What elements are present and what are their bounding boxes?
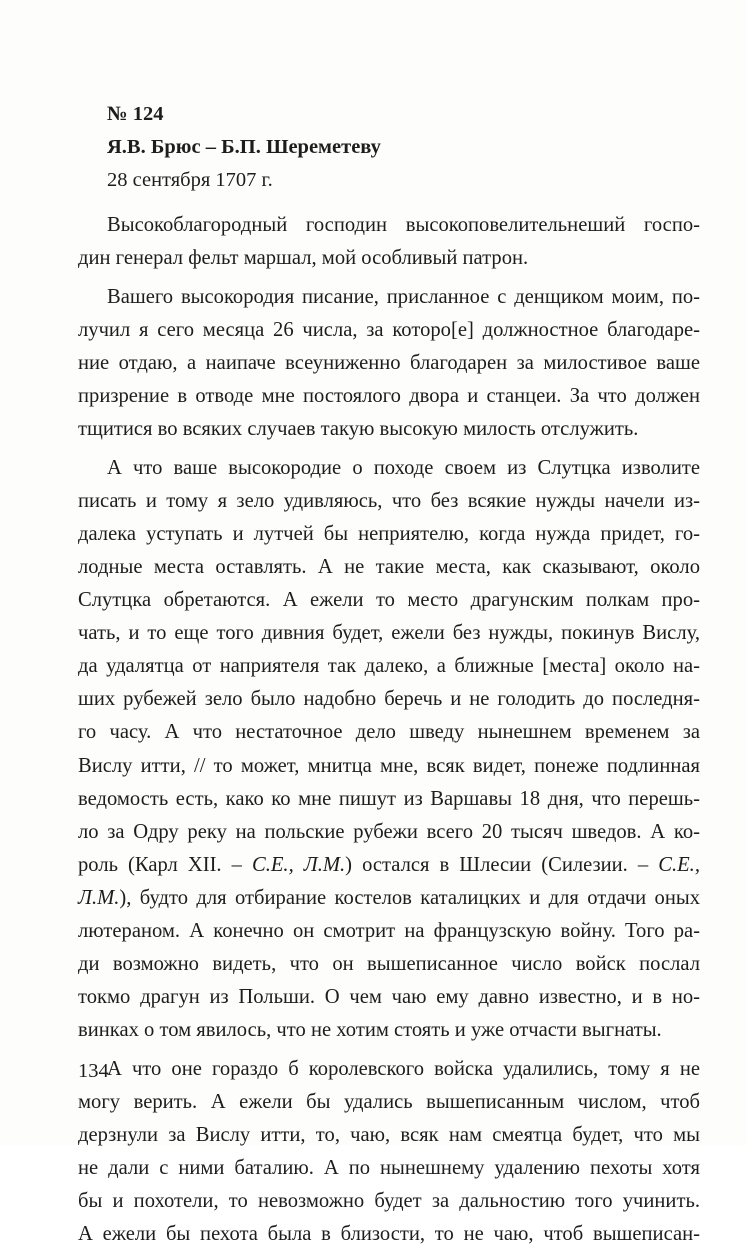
text-line: лучил я сего месяца 26 числа, за которо[е] должностное благодаре- — [78, 318, 700, 341]
paragraph — [78, 209, 700, 275]
text-line: лодные места оставлять. А не такие места, как сказывают, около — [78, 555, 700, 578]
text-line: Вислу итти, // то может, мнитца мне, всяк видет, понеже подлинная — [78, 754, 700, 777]
text-line: дин генерал фельт маршал, мой особливый патрон. — [78, 247, 529, 270]
text-line: писать и тому я зело удивляюсь, что без всякие нужды начели из- — [78, 489, 700, 512]
text-line: бы и похотели, то невозможно будет за дальностию того учинить. — [78, 1190, 700, 1213]
text-line: да удалятца от наприятеля так далеко, а ближные [места] около на- — [78, 655, 700, 678]
paragraph — [78, 281, 700, 446]
editor-initials: Л.М. — [78, 886, 120, 909]
text-line: А что оне гораздо б королевского войска удалились, тому я не — [107, 1057, 700, 1080]
document-title: Я.В. Брюс – Б.П. Шереметеву — [107, 136, 381, 158]
text-line: ло за Одру реку на польские рубежи всего 20 тысяч шведов. А ко- — [78, 820, 700, 843]
text-run: ) остался в Шлесии (Силезии. – — [345, 853, 659, 876]
text-line: не дали с ними баталию. А по нынешнему удалению пехоты хотя — [78, 1157, 700, 1180]
text-run: ), будто для отбирание костелов каталицких и для отдачи оных — [119, 886, 700, 909]
paragraph — [78, 452, 700, 1048]
text-line: го часу. А что нестаточное дело шведу нынешнем временем за — [78, 721, 700, 744]
text-line: призрение в отводе мне постоялого двора и станцеи. За что должен — [78, 384, 700, 407]
text-line: Вашего высокородия писание, присланное с денщиком моим, по- — [107, 285, 700, 308]
paragraph — [78, 1053, 700, 1252]
text-line: чать, и то еще того дивния будет, ежели без нужды, покинув Вислу, — [78, 622, 700, 645]
text-line: винках о том явилось, что не хотим стоять и уже отчасти выгнаты. — [78, 1019, 662, 1042]
text-line: тщитися во всяких случаев такую высокую милость отслужить. — [78, 418, 639, 441]
text-line — [78, 849, 700, 882]
text-line: ведомость есть, како ко мне пишут из Варшавы 18 дня, что перешь- — [78, 787, 700, 810]
letter-body — [78, 209, 700, 1257]
document-number: № 124 — [107, 103, 164, 125]
editor-initials: С.Е., Л.М. — [251, 853, 346, 876]
text-line: далека уступать и лутчей бы неприятелю, когда нужда придет, го- — [78, 522, 700, 545]
text-line: дерзнули за Вислу итти, то, чаю, всяк нам смеятца будет, что мы — [78, 1124, 700, 1147]
text-line — [78, 882, 700, 915]
text-line: А что ваше высокородие о походе своем из Слутцка изволите — [107, 456, 700, 479]
text-run: роль (Карл XII. – — [78, 853, 252, 876]
text-line: могу верить. А ежели бы удались вышеписанным числом, чтоб — [78, 1090, 700, 1113]
text-line: ди возможно видеть, что он вышеписанное число войск послал — [78, 953, 700, 976]
text-line: ших рубежей зело было надобно беречь и не голодить до последня- — [78, 688, 700, 711]
text-line: А ежели бы пехота была в близости, то не чаю, чтоб вышеписан- — [78, 1223, 700, 1246]
document-date: 28 сентября 1707 г. — [107, 169, 273, 191]
editor-initials: С.Е., — [658, 853, 700, 876]
page-number: 134 — [78, 1060, 109, 1082]
text-line: ние отдаю, а наипаче всеуниженно благодарен за милостивое ваше — [78, 351, 700, 374]
text-line: Слутцка обретаются. А ежели то место драгунским полкам про- — [78, 589, 700, 612]
text-line: Высокоблагородный господин высокоповелительнеший госпо- — [107, 214, 700, 236]
text-line: лютераном. А конечно он смотрит на французскую войну. Того ра- — [78, 919, 700, 942]
letter-header — [107, 98, 717, 197]
text-line: токмо драгун из Польши. О чем чаю ему давно известно, и в но- — [78, 986, 700, 1009]
